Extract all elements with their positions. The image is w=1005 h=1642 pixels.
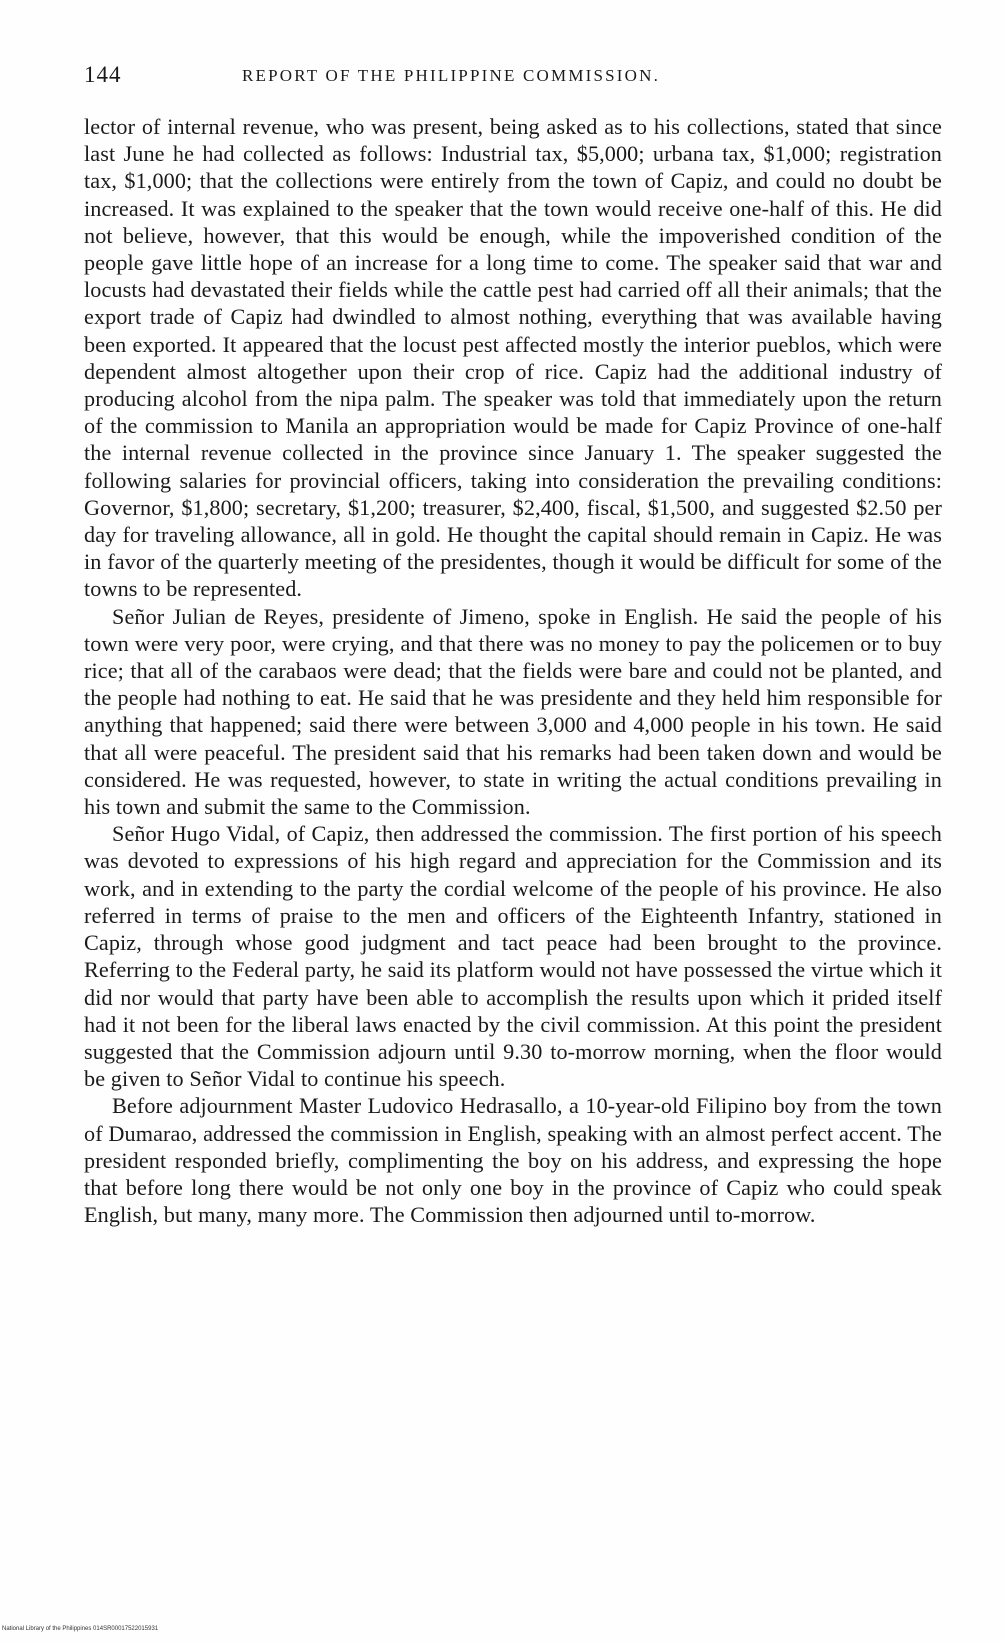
body-text xyxy=(84,113,942,1228)
paragraph-julian-de-reyes: Señor Julian de Reyes, presidente of Jimeno, spoke in English. He said the people of his town were very poor, were crying, and that there was no money to pay the policemen or to buy rice; that all of the carabaos were dead; that the fields were bare and could not be planted, and the people had nothing to eat. He said that he was presidente and they held him responsible for anything that happened; said there were between 3,000 and 4,000 people in his town. He said that all were peaceful. The president said that his remarks had been taken down and would be considered. He was requested, however, to state in writing the actual conditions prevailing in his town and submit the same to the Commission. xyxy=(84,603,942,820)
page-number: 144 xyxy=(84,62,122,87)
page-header xyxy=(84,62,944,94)
paragraph-collector-report: lector of internal revenue, who was present, being asked as to his collections, stated that since last June he had collected as follows: Industrial tax, $5,000; urbana tax, $1,000; registration tax, $1,000; that the collections were entirely from the town of Capiz, and could no doubt be increased. It was explained to the speaker that the town would receive one-half of this. He did not believe, however, that this would be enough, while the impoverished condition of the people gave little hope of an increase for a long time to come. The speaker said that war and locusts had devastated their fields while the cattle pest had carried off all their animals; that the export trade of Capiz had dwindled to almost nothing, everything that was available having been exported. It appeared that the locust pest affected mostly the interior pueblos, which were dependent almost altogether upon their crop of rice. Capiz had the additional industry of producing alcohol from the nipa palm. The speaker was told that immediately upon the return of the commission to Manila an appropriation would be made for Capiz Province of one-half the internal revenue collected in the province since January 1. The speaker suggested the following salaries for provincial officers, taking into consideration the prevailing conditions: Governor, $1,800; secretary, $1,200; treasurer, $2,400, fiscal, $1,500, and suggested $2.50 per day for traveling allowance, all in gold. He thought the capital should remain in Capiz. He was in favor of the quarterly meeting of the presidentes, though it would be difficult for some of the towns to be represented. xyxy=(84,114,942,602)
scan-watermark: National Library of the Philippines 014SR00017522015931 xyxy=(2,1626,159,1632)
paragraph-hugo-vidal: Señor Hugo Vidal, of Capiz, then addressed the commission. The first portion of his speech was devoted to expressions of his high regard and appreciation for the Commission and its work, and in extending to the party the cordial welcome of the people of his province. He also referred in terms of praise to the men and officers of the Eighteenth Infantry, stationed in Capiz, through whose good judgment and tact peace had been brought to the province. Referring to the Federal party, he said its platform would not have possessed the virtue which it did nor would that party have been able to accomplish the results upon which it prided itself had it not been for the liberal laws enacted by the civil commission. At this point the president suggested that the Commission adjourn until 9.30 to-morrow morning, when the floor would be given to Señor Vidal to continue his speech. xyxy=(84,821,942,1092)
paragraph-ludovico-hedrasallo: Before adjournment Master Ludovico Hedrasallo, a 10-year-old Filipino boy from the town of Dumarao, addressed the commission in English, speaking with an almost perfect accent. The president responded briefly, complimenting the boy on his address, and expressing the hope that before long there would be not only one boy in the province of Capiz who could speak English, but many, many more. The Commission then adjourned until to-morrow. xyxy=(84,1093,942,1228)
running-head: REPORT OF THE PHILIPPINE COMMISSION. xyxy=(242,66,661,85)
